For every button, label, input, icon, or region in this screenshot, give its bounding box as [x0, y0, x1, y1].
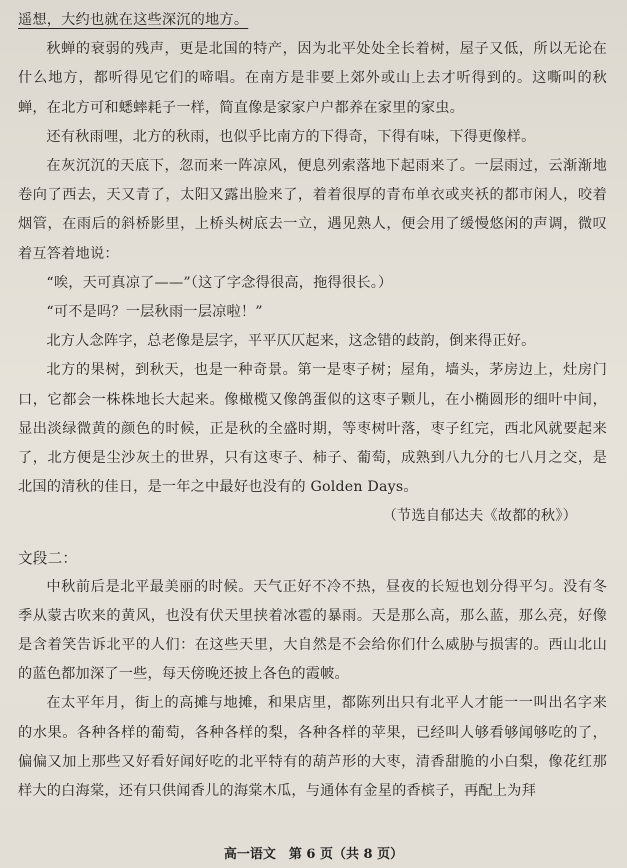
paragraph-pronunciation: 北方人念阵字，总老像是层字，平平仄仄起来，这念错的歧韵，倒来得正好。: [46, 333, 536, 350]
paragraph-mid-autumn: 中秋前后是北平最美丽的时候。天气正好不冷不热，昼夜的长短也划分得平匀。没有冬季从蒙古吹来的黄风，也没有伏天里挟着冰雹的暴雨。天是那么高，那么蓝，那么亮，好像是含着笑告诉北平的人们：在这些天里，大自然是不会给你们什么威胁与损害的。西山北山的蓝色都加深了一些，每天傍晚还披上各色的霞帔。: [18, 578, 607, 683]
paragraph-autumn-rain: 在灰沉沉的天底下，忽而来一阵凉风，便息列索落地下起雨来了。一层雨过，云渐渐地卷向了西去，天又青了，太阳又露出脸来了，着着很厚的青布单衣或夹袄的都市闲人，咬着烟管，在雨后的斜桥影里，上桥头树底去一立，遇见熟人，便会用了缓慢悠闲的声调，微叹着互答着地说：: [18, 158, 607, 262]
paragraph-autumn-cicada: 秋蝉的衰弱的残声，更是北国的特产，因为北平处处全长着树，屋子又低，所以无论在什么地方，都听得见它们的啼唱。在南方是非要上郊外或山上去才听得到的。这嘶叫的秋蝉，在北方可和蟋蟀耗子一样，简直像是家家户户都养在家里的家虫。: [18, 41, 607, 116]
paragraph-fruits: 在太平年月，街上的高摊与地摊，和果店里，都陈列出只有北平人才能一一叫出名字来的水果。各种各样的葡萄，各种各样的梨，各种各样的苹果，已经叫人够看够闻够吃的了，偏偏又加上那些又好看好闻好吃的北平特有的葫芦形的大枣，清香甜脆的小白梨，像花红那样大的白海棠，还有只供闻香儿的海棠木瓜，与通体有金星的香槟子，再配上为拜: [18, 695, 607, 800]
paragraph-dialogue-2: “可不是吗？一层秋雨一层凉啦！”: [46, 304, 263, 321]
paragraph-continuation: 遥想，大约也就在这些深沉的地方。: [18, 12, 249, 28]
paragraph-fruit-trees: 北方的果树，到秋天，也是一种奇景。第一是枣子树；屋角，墙头，茅房边上，灶房门口，它都会一株株地长大起来。像橄榄又像鸽蛋似的这枣子颗儿，在小椭圆形的细叶中间，显出淡绿微黄的颜色的时候，正是秋的全盛时期，等枣树叶落，枣子红完，西北风就要起来了，北方便是尘沙灰土的世界，只有这枣子、柿子、葡萄，成熟到八九分的七八月之交，是北国的清秋的佳日，是一年之中最好也没有的 Golden Days。: [18, 362, 607, 496]
paragraph-autumn-rain-intro: 还有秋雨哩，北方的秋雨，也似乎比南方的下得奇，下得有味，下得更像样。: [46, 128, 536, 145]
page-footer: 高一语文 第 6 页（共 8 页）: [223, 847, 404, 862]
paragraph-dialogue-1: “唉，天可真凉了——”（这了字念得很高，拖得很长。）: [46, 274, 393, 291]
source-citation: （节选自郁达夫《故都的秋》）: [382, 508, 577, 525]
section-heading: 文段二：: [18, 549, 78, 567]
